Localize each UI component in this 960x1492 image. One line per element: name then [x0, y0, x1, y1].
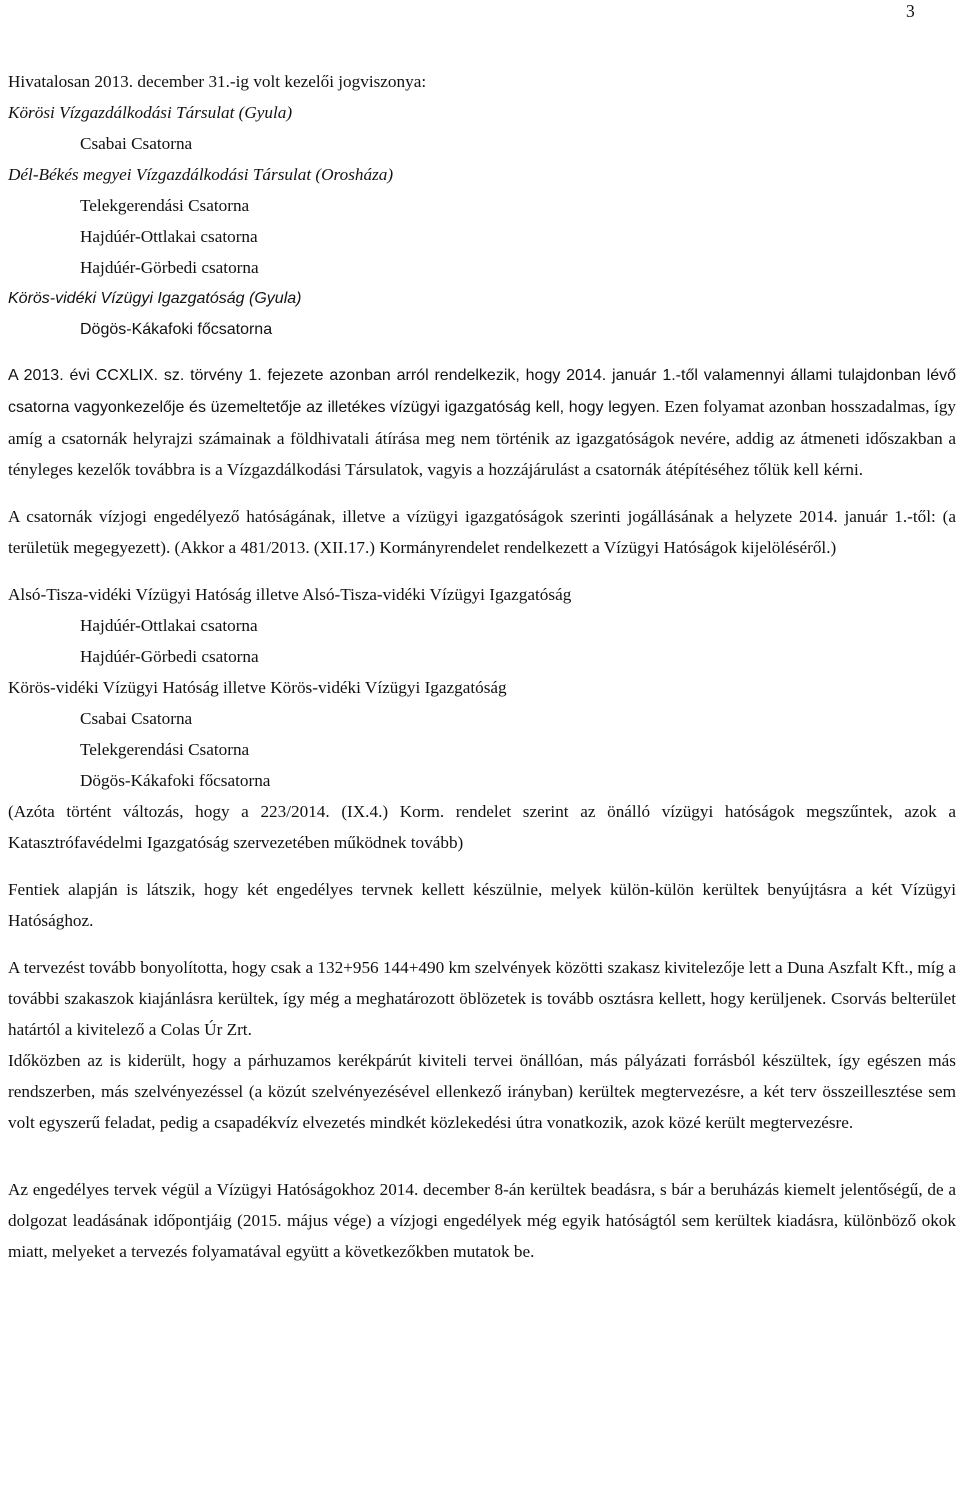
paragraph-law-continuation: Ezen folyamat azonban hosszadalmas, így amíg a csatornák helyrajzi számainak a földhivatali átírása meg nem történik az igazgatóságok nevére, addig az átmeneti időszakban a tényleges kezelők továbbra is a Vízgazdálkodási Társulatok, vagyis a hozzájárulást a csatornák átépítéséhez tőlük kell kérni. — [8, 397, 957, 479]
canal-item: Telekgerendási Csatorna — [80, 740, 250, 759]
canal-item: Hajdúér-Görbedi csatorna — [80, 258, 259, 277]
paragraph-two-plans: Fentiek alapján is látszik, hogy két engedélyes tervnek kellett készülnie, melyek külön-külön kerültek benyújtásra a két Vízügyi Hatósághoz. — [8, 880, 956, 930]
canal-item: Dögös-Kákafoki főcsatorna — [80, 771, 271, 790]
paragraph-bicycle-path: Időközben az is kiderült, hogy a párhuzamos kerékpárút kiviteli tervei önállóan, más pályázati forrásból készültek, így egészen más rendszerben, más szelvényezéssel (a közút szelvényezésével ellenkező irányban) kerültek megtervezésre, a két terv összeillesztése sem volt egyszerű feladat, pedig a csapadékvíz elvezetés mindkét közlekedési útra vonatkozik, azok közé került megtervezésre. — [8, 1051, 956, 1132]
paragraph-contractors: A tervezést tovább bonyolította, hogy csak a 132+956 144+490 km szelvények közötti szakasz kivitelezője lett a Duna Aszfalt Kft., míg a további szakaszok kiajánlásra kerültek, így még a meghatározott öblözetek is tovább osztásra kellett, hogy kerüljenek. Csorvás belterület határtól a kivitelező a Colas Úr Zrt. — [8, 958, 956, 1039]
paragraph-law-text: A 2013. évi CCXLIX. sz. törvény 1. fejezete azonban arról rendelkezik, hogy 2014. január 1.-től valamennyi állami tulajdonban lévő csatorna vagyonkezelője és üzemeltetője az illetékes vízügyi igazgatóság kell, hogy legyen. — [8, 367, 956, 416]
paragraph-authority: A csatornák vízjogi engedélyező hatóságának, illetve a vízügyi igazgatóságok szerinti jogállásának a helyzete 2014. január 1.-től: (a területük megegyezett). (Akkor a 481/2013. (XII.17.) Kormányrendelet rendelkezett a Vízügyi Hatóságok kijelöléséről.) — [8, 507, 956, 557]
document-body — [8, 66, 956, 1267]
authority-alsotisza: Alsó-Tisza-vidéki Vízügyi Hatóság illetve Alsó-Tisza-vidéki Vízügyi Igazgatóság — [8, 585, 572, 604]
paragraph-submission: Az engedélyes tervek végül a Vízügyi Hatóságokhoz 2014. december 8-án kerültek beadásra, s bár a beruházás kiemelt jelentőségű, de a dolgozat leadásának időpontjáig (2015. május vége) a vízjogi engedélyek még egyik hatóságtól sem kerültek kiadásra, különböző okok miatt, melyeket a tervezés folyamatával együtt a következőkben mutatok be. — [8, 1180, 956, 1261]
authority-korosvideki: Körös-vidéki Vízügyi Hatóság illetve Körös-vidéki Vízügyi Igazgatóság — [8, 678, 507, 697]
canal-item: Hajdúér-Görbedi csatorna — [80, 647, 259, 666]
page-number: 3 — [906, 1, 915, 21]
canal-item: Hajdúér-Ottlakai csatorna — [80, 616, 258, 635]
canal-item: Telekgerendási Csatorna — [80, 196, 250, 215]
canal-item: Dögös-Kákafoki főcsatorna — [80, 321, 273, 338]
org-koros-videki: Körös-vidéki Vízügyi Igazgatóság (Gyula) — [8, 290, 302, 307]
org-del-bekes: Dél-Békés megyei Vízgazdálkodási Társulat (Orosháza) — [8, 165, 394, 184]
canal-item: Csabai Csatorna — [80, 134, 193, 153]
org-korosi: Körösi Vízgazdálkodási Társulat (Gyula) — [8, 103, 293, 122]
paragraph-change: (Azóta történt változás, hogy a 223/2014. (IX.4.) Korm. rendelet szerint az önálló vízügyi hatóságok megszűntek, azok a Katasztrófavédelmi Igazgatóság szervezetében működnek tovább) — [8, 802, 956, 852]
canal-item: Hajdúér-Ottlakai csatorna — [80, 227, 258, 246]
canal-item: Csabai Csatorna — [80, 709, 193, 728]
ownership-intro: Hivatalosan 2013. december 31.-ig volt kezelői jogviszonya: — [8, 72, 427, 91]
paragraph-law — [8, 359, 956, 485]
